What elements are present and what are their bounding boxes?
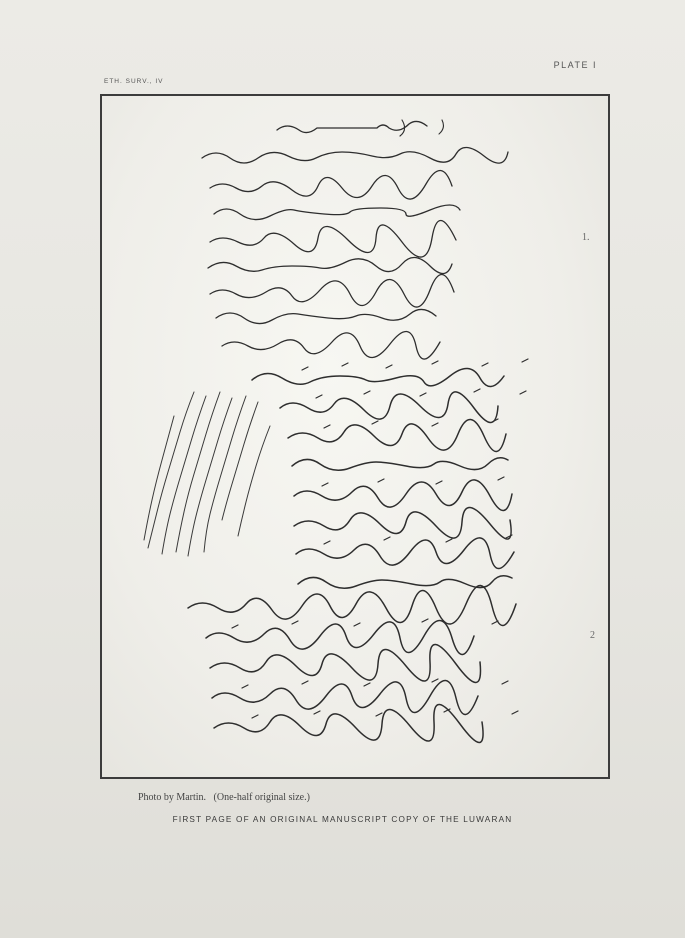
- script-line: [176, 392, 220, 552]
- script-line: [294, 507, 511, 539]
- plate-title-caption: FIRST PAGE OF AN ORIGINAL MANUSCRIPT COPY OF THE LUWARAN: [172, 815, 513, 824]
- script-line: [298, 576, 512, 589]
- series-label: ETH. SURV., IV: [104, 78, 164, 85]
- script-line: [222, 331, 440, 359]
- script-line: [294, 480, 512, 511]
- script-line: [280, 392, 498, 423]
- script-line: [238, 426, 270, 536]
- script-line: [148, 392, 194, 548]
- script-line: [212, 680, 478, 714]
- script-line: [296, 538, 514, 569]
- script-line: [210, 274, 454, 307]
- script-line: [210, 170, 452, 199]
- script-line: [216, 309, 436, 323]
- script-line: [202, 147, 508, 163]
- manuscript-script-image: [102, 96, 608, 777]
- plate-label: PLATE I: [553, 60, 597, 70]
- margin-number-1: 1.: [582, 232, 590, 243]
- script-line: [210, 644, 481, 682]
- script-line: [208, 257, 452, 273]
- script-line: [222, 402, 258, 520]
- manuscript-photograph: [100, 94, 610, 779]
- script-line: [206, 620, 474, 654]
- script-line: [252, 368, 504, 386]
- marginal-note-block: [144, 392, 270, 556]
- margin-number-2: 2: [590, 630, 595, 641]
- script-line: [288, 419, 506, 451]
- script-line: [210, 220, 456, 257]
- script-line: [292, 458, 508, 471]
- script-line: [214, 205, 460, 220]
- script-line: [188, 585, 516, 625]
- script-line: [144, 416, 174, 540]
- photo-credit-caption: Photo by Martin. (One-half original size.): [138, 792, 310, 803]
- script-line: [214, 704, 483, 742]
